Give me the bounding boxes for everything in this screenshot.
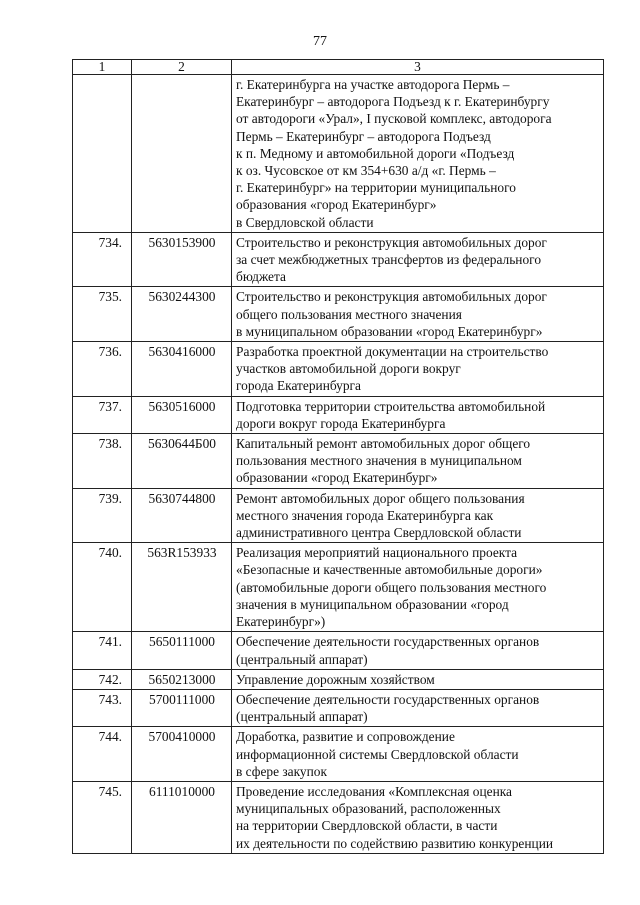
row-description: Реализация мероприятий национального проекта «Безопасные и качественные автомобильные дороги» (автомобильные дороги общего пользования местного значения в муниципальном образовании «город Екатеринбург») xyxy=(232,543,604,632)
row-code: 563R153933 xyxy=(132,543,232,632)
table-row xyxy=(73,232,604,287)
table-row xyxy=(73,543,604,632)
table-row xyxy=(73,781,604,853)
row-number: 735. xyxy=(73,287,132,342)
row-description: Доработка, развитие и сопровождение информационной системы Свердловской области в сфере закупок xyxy=(232,727,604,782)
row-number: 745. xyxy=(73,781,132,853)
row-code: 5650111000 xyxy=(132,632,232,669)
table-row xyxy=(73,342,604,397)
row-description: Строительство и реконструкция автомобильных дорог общего пользования местного значения в муниципальном образовании «город Екатеринбург» xyxy=(232,287,604,342)
row-number: 738. xyxy=(73,434,132,489)
table-row xyxy=(73,434,604,489)
row-description: Подготовка территории строительства автомобильной дороги вокруг города Екатеринбурга xyxy=(232,396,604,433)
row-number: 736. xyxy=(73,342,132,397)
table-row xyxy=(73,488,604,543)
row-description: Обеспечение деятельности государственных органов (центральный аппарат) xyxy=(232,689,604,726)
row-code: 5630153900 xyxy=(132,232,232,287)
row-description: Обеспечение деятельности государственных органов (центральный аппарат) xyxy=(232,632,604,669)
row-number: 743. xyxy=(73,689,132,726)
row-code: 6111010000 xyxy=(132,781,232,853)
table-header-row xyxy=(73,60,604,75)
budget-codes-table xyxy=(72,59,604,854)
row-description: Строительство и реконструкция автомобильных дорог за счет межбюджетных трансфертов из федерального бюджета xyxy=(232,232,604,287)
row-number: 742. xyxy=(73,669,132,689)
row-number: 744. xyxy=(73,727,132,782)
row-code: 5650213000 xyxy=(132,669,232,689)
table-row xyxy=(73,287,604,342)
row-description: Ремонт автомобильных дорог общего пользования местного значения города Екатеринбурга как административного центра Свердловской области xyxy=(232,488,604,543)
column-header-code: 2 xyxy=(132,60,232,75)
row-number: 739. xyxy=(73,488,132,543)
row-number: 734. xyxy=(73,232,132,287)
row-code: 5630416000 xyxy=(132,342,232,397)
table-row xyxy=(73,396,604,433)
row-code: 5630744800 xyxy=(132,488,232,543)
row-description: Управление дорожным хозяйством xyxy=(232,669,604,689)
row-description: Капитальный ремонт автомобильных дорог общего пользования местного значения в муниципальном образовании «город Екатеринбург» xyxy=(232,434,604,489)
table-row xyxy=(73,632,604,669)
table-row xyxy=(73,75,604,233)
row-code: 5700410000 xyxy=(132,727,232,782)
row-description: Разработка проектной документации на строительство участков автомобильной дороги вокруг города Екатеринбурга xyxy=(232,342,604,397)
row-code: 5630644Б00 xyxy=(132,434,232,489)
column-header-description: 3 xyxy=(232,60,604,75)
row-number: 737. xyxy=(73,396,132,433)
row-description: Проведение исследования «Комплексная оценка муниципальных образований, расположенных на территории Свердловской области, в части их деятельности по содействию развитию конкуренции xyxy=(232,781,604,853)
table-row xyxy=(73,727,604,782)
table-row xyxy=(73,669,604,689)
column-header-number: 1 xyxy=(73,60,132,75)
table-row xyxy=(73,689,604,726)
row-number: 740. xyxy=(73,543,132,632)
row-number: 741. xyxy=(73,632,132,669)
row-code: 5630516000 xyxy=(132,396,232,433)
row-number xyxy=(73,75,132,233)
row-code: 5630244300 xyxy=(132,287,232,342)
row-description: г. Екатеринбурга на участке автодорога Пермь – Екатеринбург – автодорога Подъезд к г. Екатеринбургу от автодороги «Урал», I пусковой комплекс, автодорога Пермь – Екатеринбург – автодорога Подъезд к п. Медному и автомобильной дороги «Подъезд к оз. Чусовское от км 354+630 а/д «г. Пермь – г. Екатеринбург» на территории муниципального образования «город Екатеринбург» в Свердловской области xyxy=(232,75,604,233)
row-code: 5700111000 xyxy=(132,689,232,726)
row-code xyxy=(132,75,232,233)
page-number: 77 xyxy=(313,34,327,49)
